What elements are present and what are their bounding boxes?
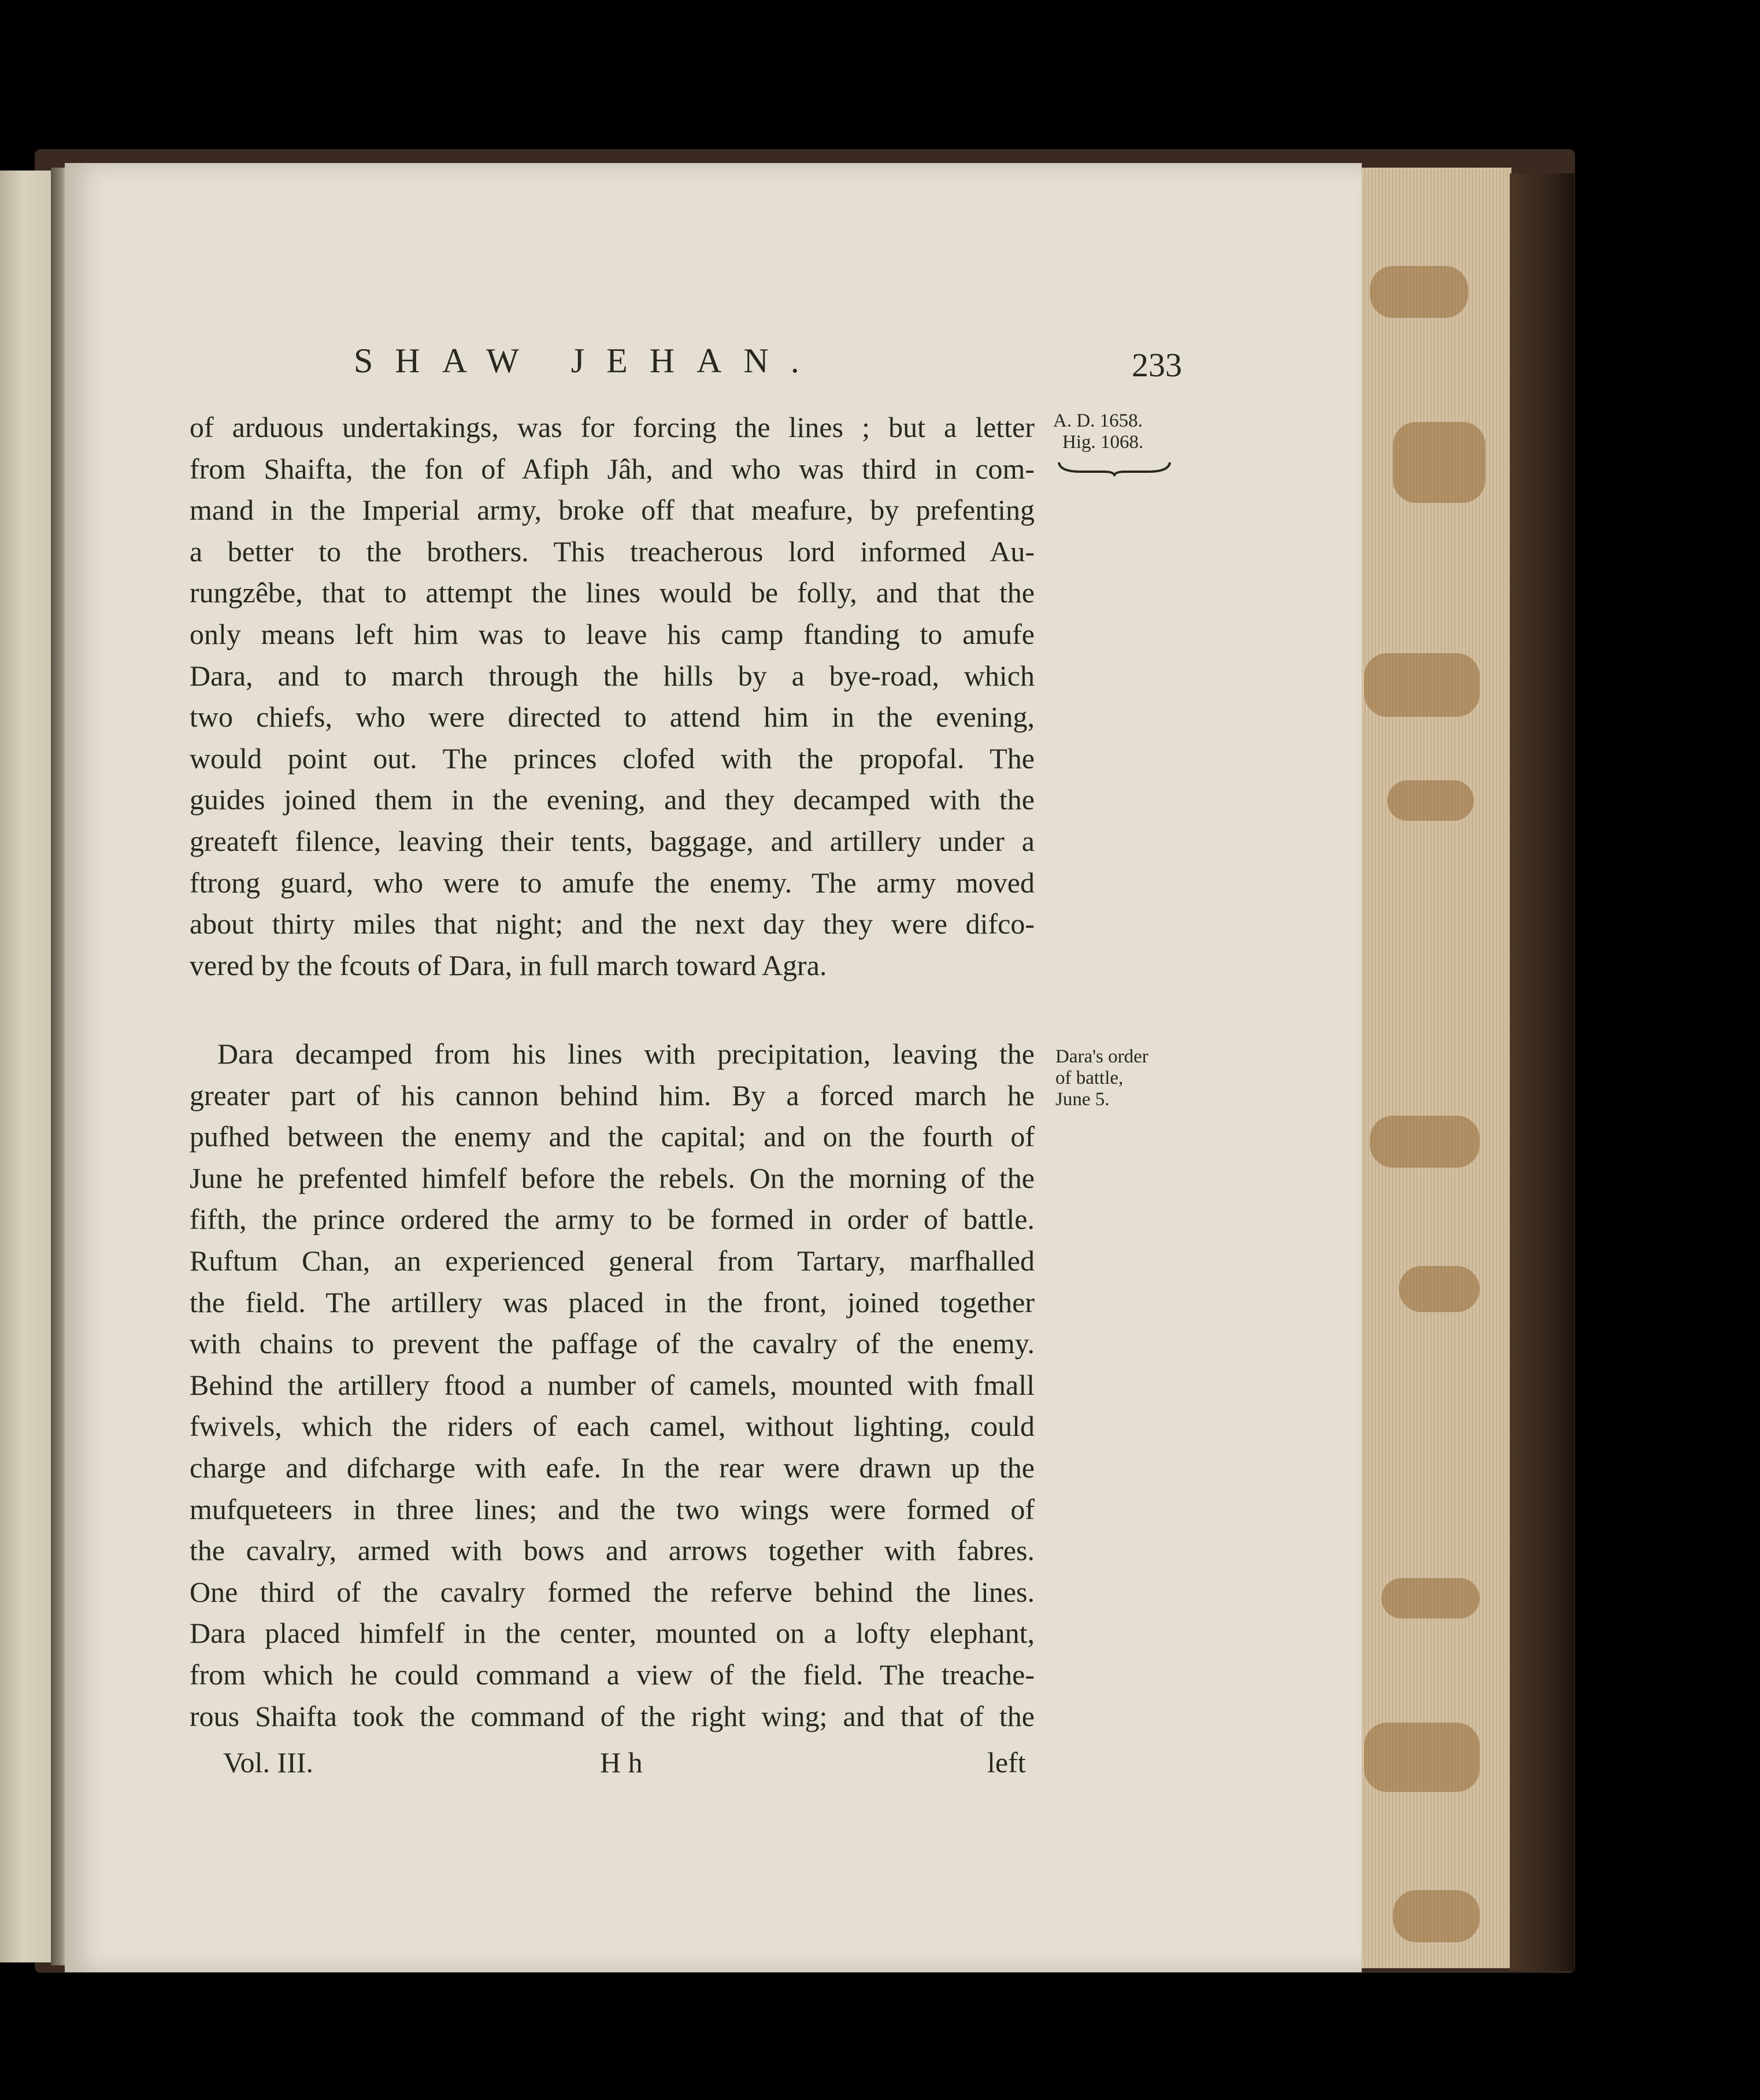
text-line: with chains to prevent the paffage of the cavalry of the enemy. (190, 1327, 1035, 1360)
text-line: two chiefs, who were directed to attend him in the evening, (190, 701, 1035, 734)
text-line: from which he could command a view of the field. The treache- (190, 1658, 1035, 1691)
text-line: One third of the cavalry formed the referve behind the lines. (190, 1575, 1035, 1608)
text-line: fifth, the prince ordered the army to be formed in order of battle. (190, 1203, 1035, 1236)
signature-mark: H h (600, 1746, 643, 1779)
margin-note-date-hig: Hig. 1068. (1062, 432, 1144, 453)
facing-page-edge (0, 171, 51, 1962)
paragraph-2 (190, 1034, 1035, 1737)
margin-note-order-of-battle (1055, 1046, 1148, 1110)
text-line: would point out. The princes clofed with the propofal. The (190, 742, 1035, 775)
text-line: greateft filence, leaving their tents, baggage, and artillery under a (190, 824, 1035, 857)
text-line: ftrong guard, who were to amufe the enemy. The army moved (190, 866, 1035, 899)
page-fore-edge (1358, 168, 1511, 1968)
running-head: SHAW JEHAN. (354, 342, 821, 380)
page-number: 233 (1132, 346, 1182, 384)
text-line: a better to the brothers. This treacherous lord informed Au- (190, 535, 1035, 568)
text-line: charge and difcharge with eafe. In the rear were drawn up the (190, 1451, 1035, 1484)
text-line: the field. The artillery was placed in the front, joined together (190, 1286, 1035, 1318)
text-line: only means left him was to leave his camp ftanding to amufe (190, 617, 1035, 650)
text-line: of arduous undertakings, was for forcing the lines ; but a letter (190, 411, 1035, 443)
text-line: June he prefented himfelf before the rebels. On the morning of the (190, 1161, 1035, 1194)
margin-note-line: June 5. (1055, 1089, 1110, 1110)
margin-note-date-ad: A. D. 1658. (1053, 410, 1143, 431)
volume-label: Vol. III. (223, 1746, 314, 1779)
text-line: Dara placed himfelf in the center, mounted on a lofty elephant, (190, 1617, 1035, 1650)
text-line: rous Shaifta took the command of the right wing; and that of the (190, 1699, 1035, 1732)
text-line: pufhed between the enemy and the capital; and on the fourth of (190, 1120, 1035, 1153)
text-line: mufqueteers in three lines; and the two wings were formed of (190, 1492, 1035, 1525)
text-line: about thirty miles that night; and the next day they were difco- (190, 908, 1035, 940)
text-line: rungzêbe, that to attempt the lines would be folly, and that the (190, 576, 1035, 609)
margin-note-date (1053, 410, 1143, 453)
text-line: mand in the Imperial army, broke off that meafure, by prefenting (190, 494, 1035, 527)
text-line: from Shaifta, the fon of Afiph Jâh, and who was third in com- (190, 452, 1035, 485)
text-line: Ruftum Chan, an experienced general from Tartary, marfhalled (190, 1244, 1035, 1277)
text-line: vered by the fcouts of Dara, in full march toward Agra. (190, 949, 827, 982)
text-line: Dara, and to march through the hills by a bye-road, which (190, 659, 1035, 692)
back-cover-edge (1510, 173, 1574, 1971)
paragraph-1 (190, 407, 1035, 986)
margin-brace-icon (1058, 460, 1171, 476)
margin-note-line: of battle, (1055, 1068, 1124, 1088)
text-line: guides joined them in the evening, and they decamped with the (190, 783, 1035, 816)
text-line: Behind the artillery ftood a number of camels, mounted with fmall (190, 1368, 1035, 1401)
text-line: Dara decamped from his lines with precipitation, leaving the (217, 1038, 1035, 1070)
text-line: fwivels, which the riders of each camel, without lighting, could (190, 1410, 1035, 1443)
text-line: greater part of his cannon behind him. By a forced march he (190, 1079, 1035, 1112)
catchword: left (987, 1746, 1026, 1779)
text-line: the cavalry, armed with bows and arrows together with fabres. (190, 1534, 1035, 1567)
margin-note-line: Dara's order (1055, 1046, 1148, 1067)
